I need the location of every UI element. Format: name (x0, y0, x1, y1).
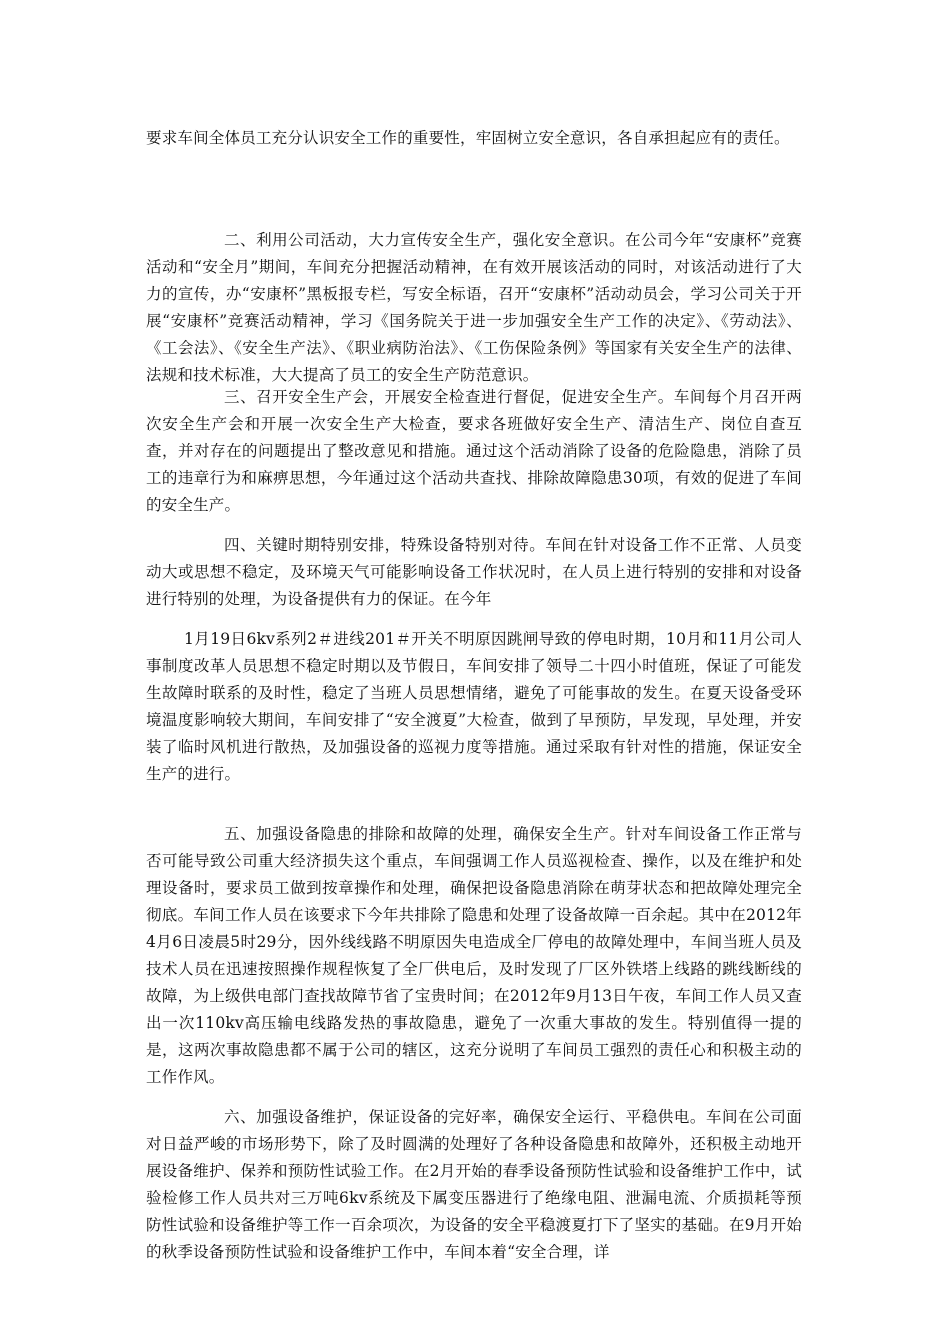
paragraph-4: 四、关键时期特别安排，特殊设备特别对待。车间在针对设备工作不正常、人员变动大或思想不稳定，及环境天气可能影响设备工作状况时，在人员上进行特别的安排和对设备进行特别的处理，为设备提供有力的保证。在今年 (146, 536, 802, 608)
paragraph-6: 五、加强设备隐患的排除和故障的处理，确保安全生产。针对车间设备工作正常与否可能导致公司重大经济损失这个重点，车间强调工作人员巡视检查、操作，以及在维护和处理设备时，要求员工做到按章操作和处理，确保把设备隐患消除在萌芽状态和把故障处理完全彻底。车间工作人员在该要求下今年共排除了隐患和处理了设备故障一百余起。其中在2012年4月6日凌晨5时29分，因外线线路不明原因失电造成全厂停电的故障处理中，车间当班人员及技术人员在迅速按照操作规程恢复了全厂供电后，及时发现了厂区外铁塔上线路的跳线断线的故障，为上级供电部门查找故障节省了宝贵时间；在2012年9月13日午夜，车间工作人员又查出一次110kv高压输电线路发热的事故隐患，避免了一次重大事故的发生。特别值得一提的是，这两次事故隐患都不属于公司的辖区，这充分说明了车间员工强烈的责任心和积极主动的工作作风。 (146, 825, 802, 1086)
paragraph-3: 三、召开安全生产会，开展安全检查进行督促，促进安全生产。车间每个月召开两次安全生产会和开展一次安全生产大检查，要求各班做好安全生产、清洁生产、岗位自查互查，并对存在的问题提出了整改意见和措施。通过这个活动消除了设备的危险隐患，消除了员工的违章行为和麻痹思想，今年通过这个活动共查找、排除故障隐患30项，有效的促进了车间的安全生产。 (146, 388, 802, 514)
paragraph-1: 要求车间全体员工充分认识安全工作的重要性，牢固树立安全意识，各自承担起应有的责任。 (146, 129, 790, 147)
paragraph-2: 二、利用公司活动，大力宣传安全生产，强化安全意识。在公司今年“安康杯”竞赛活动和“安全月”期间，车间充分把握活动精神，在有效开展该活动的同时，对该活动进行了大力的宣传，办“安康杯”黑板报专栏，写安全标语，召开“安康杯”活动动员会，学习公司关于开展“安康杯”竞赛活动精神，学习《国务院关于进一步加强安全生产工作的决定》、《劳动法》、《工会法》、《安全生产法》、《职业病防治法》、《工伤保险条例》等国家有关安全生产的法律、法规和技术标准，大大提高了员工的安全生产防范意识。 (146, 231, 802, 384)
paragraph-5: 1月19日6kv系列2＃进线201＃开关不明原因跳闸导致的停电时期，10月和11月公司人事制度改革人员思想不稳定时期以及节假日，车间安排了领导二十四小时值班，保证了可能发生故障时联系的及时性，稳定了当班人员思想情绪，避免了可能事故的发生。在夏天设备受环境温度影响较大期间，车间安排了“安全渡夏”大检查，做到了早预防，早发现，早处理，并安装了临时风机进行散热，及加强设备的巡视力度等措施。通过采取有针对性的措施，保证安全生产的进行。 (146, 630, 802, 783)
paragraph-7: 六、加强设备维护，保证设备的完好率，确保安全运行、平稳供电。车间在公司面对日益严峻的市场形势下，除了及时圆满的处理好了各种设备隐患和故障外，还积极主动地开展设备维护、保养和预防性试验工作。在2月开始的春季设备预防性试验和设备维护工作中，试验检修工作人员共对三万吨6kv系统及下属变压器进行了绝缘电阻、泄漏电流、介质损耗等预防性试验和设备维护等工作一百余项次，为设备的安全平稳渡夏打下了坚实的基础。在9月开始的秋季设备预防性试验和设备维护工作中，车间本着“安全合理，详 (146, 1108, 802, 1261)
